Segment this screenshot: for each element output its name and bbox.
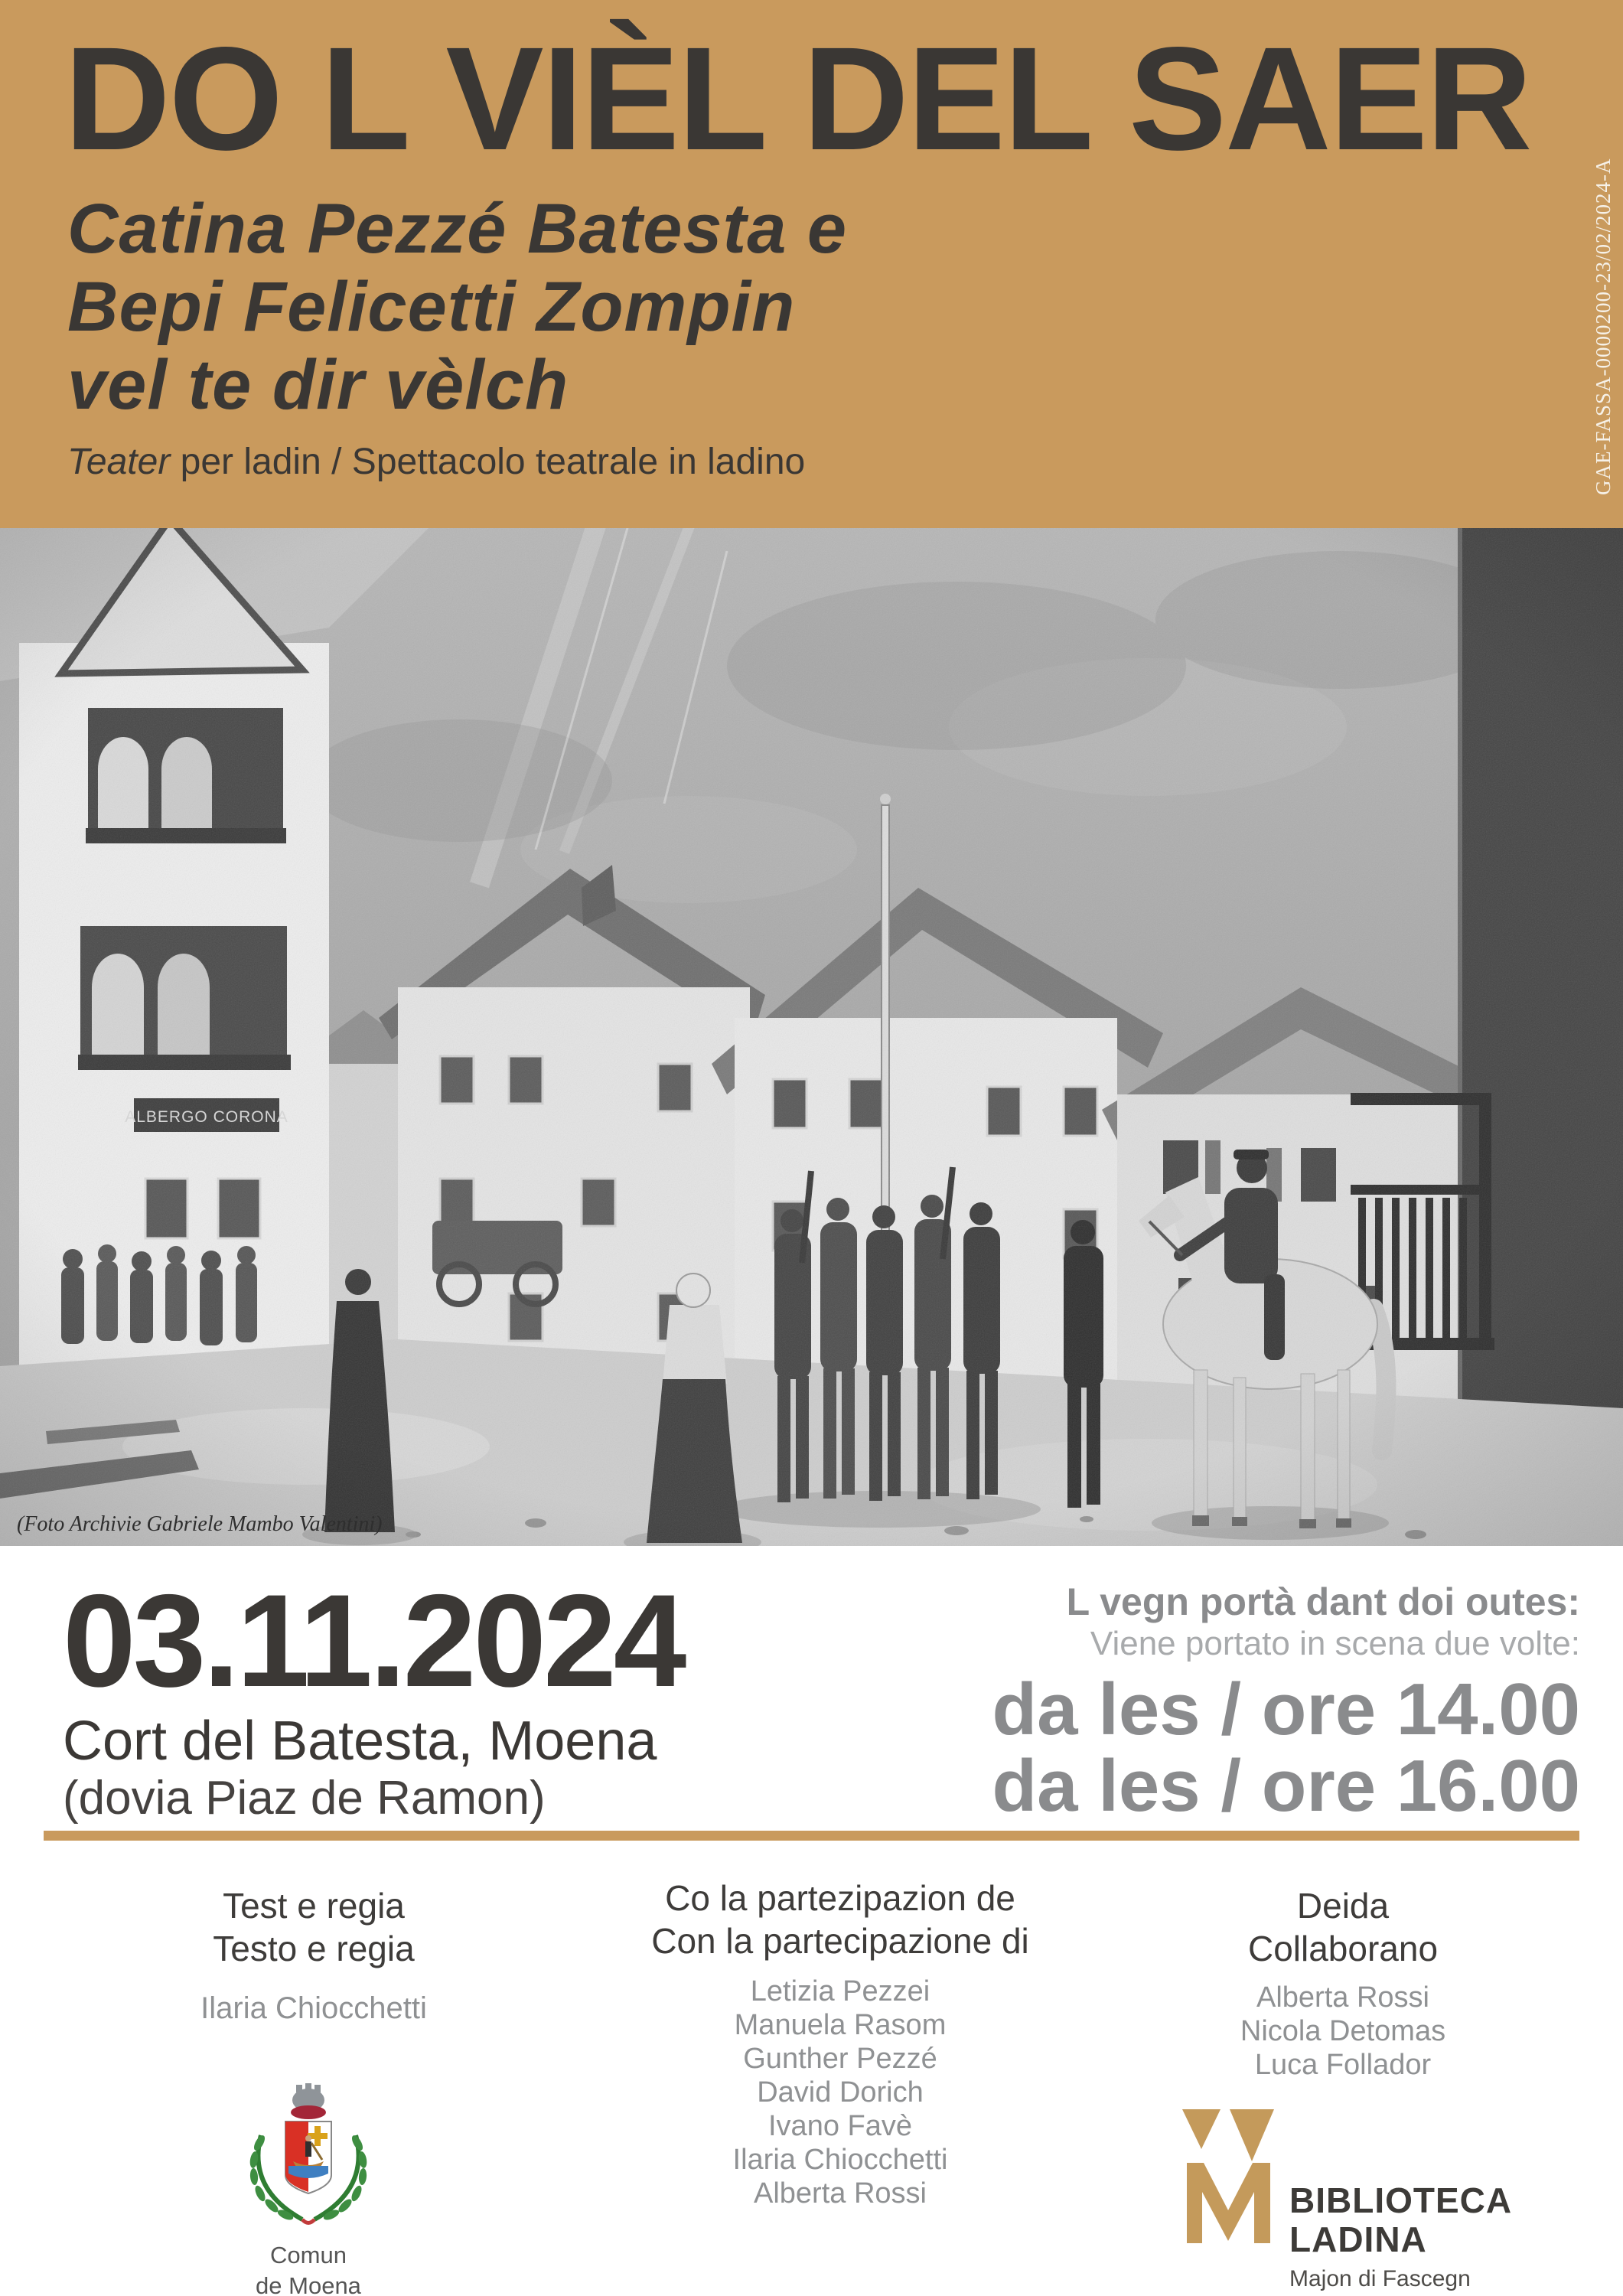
credits-heading: Test e regia (223, 1886, 405, 1926)
credits-direction (84, 1884, 543, 2025)
divider-rule (44, 1831, 1579, 1841)
comune-moena-coat-of-arms-icon (232, 2082, 385, 2235)
tagline-rest: per ladin / Spettacolo teatrale in ladino (170, 442, 806, 482)
comune-moena-logo (232, 2082, 385, 2296)
credits-heading: Con la partecipazione di (651, 1921, 1029, 1961)
credits-collaborators (1152, 1884, 1534, 2082)
credits-cast (611, 1877, 1070, 2210)
credit-name: Ilaria Chiocchetti (732, 2144, 948, 2176)
credit-name: Alberta Rossi (754, 2177, 927, 2210)
credit-name: David Dorich (757, 2076, 924, 2108)
credit-name: Ivano Favè (768, 2110, 912, 2142)
credits-heading: Deida (1296, 1886, 1390, 1926)
credits-heading: Testo e regia (213, 1929, 415, 1968)
poster-tagline (67, 441, 805, 484)
tagline-ladin-word: Teater (67, 442, 171, 482)
credit-name: Manuela Rasom (734, 2009, 947, 2041)
showtime: da les / ore 16.00 (992, 1745, 1580, 1827)
event-date: 03.11.2024 (63, 1567, 684, 1714)
credit-name: Letizia Pezzei (750, 1975, 930, 2007)
historic-photo (0, 528, 1623, 1546)
credits-heading: Collaborano (1247, 1929, 1439, 1968)
poster-subtitle (67, 190, 847, 424)
comune-caption: Comun de Moena (256, 2242, 361, 2296)
biblioteca-ladina-logo (1181, 2109, 1276, 2247)
biblioteca-ladina-text (1289, 2181, 1512, 2293)
showtimes-block (992, 1580, 1580, 1825)
credit-name: Ilaria Chiocchetti (200, 1991, 427, 2025)
subtitle-line: vel te dir vèlch (67, 346, 569, 424)
poster-header (0, 0, 1623, 528)
poster-title: DO L VIÈL DEL SAER (64, 16, 1531, 181)
showtimes-heading-ladin: L vegn portà dant doi outes: (1066, 1580, 1580, 1623)
showtimes-heading-italian: Viene portato in scena due volte: (1090, 1625, 1580, 1662)
historic-photo-illustration (0, 528, 1623, 1546)
credit-name: Luca Follador (1254, 2049, 1432, 2081)
biblioteca-name: LADINA (1289, 2219, 1427, 2259)
biblioteca-subtitle: Majon di Fascegn (1289, 2266, 1471, 2291)
credit-name: Alberta Rossi (1256, 1981, 1429, 2014)
date-venue-block (63, 1567, 684, 1826)
biblioteca-name: BIBLIOTECA (1289, 2180, 1513, 2220)
subtitle-line: Bepi Felicetti Zompin (67, 268, 796, 346)
showtime: da les / ore 14.00 (992, 1668, 1580, 1750)
majon-di-fascegn-m-icon (1181, 2109, 1276, 2243)
credit-name: Gunther Pezzé (743, 2043, 937, 2075)
event-venue: Cort del Batesta, Moena (63, 1711, 657, 1772)
credits-heading: Co la partezipazion de (665, 1878, 1015, 1918)
photo-credit: (Foto Archivie Gabriele Mambo Valentini) (17, 1512, 383, 1536)
archive-code: GAE-FASSA-0000200-23/02/2024-A (1592, 158, 1615, 495)
credit-name: Nicola Detomas (1240, 2015, 1446, 2047)
event-venue-note: (dovia Piaz de Ramon) (63, 1772, 546, 1825)
subtitle-line: Catina Pezzé Batesta e (67, 190, 848, 268)
